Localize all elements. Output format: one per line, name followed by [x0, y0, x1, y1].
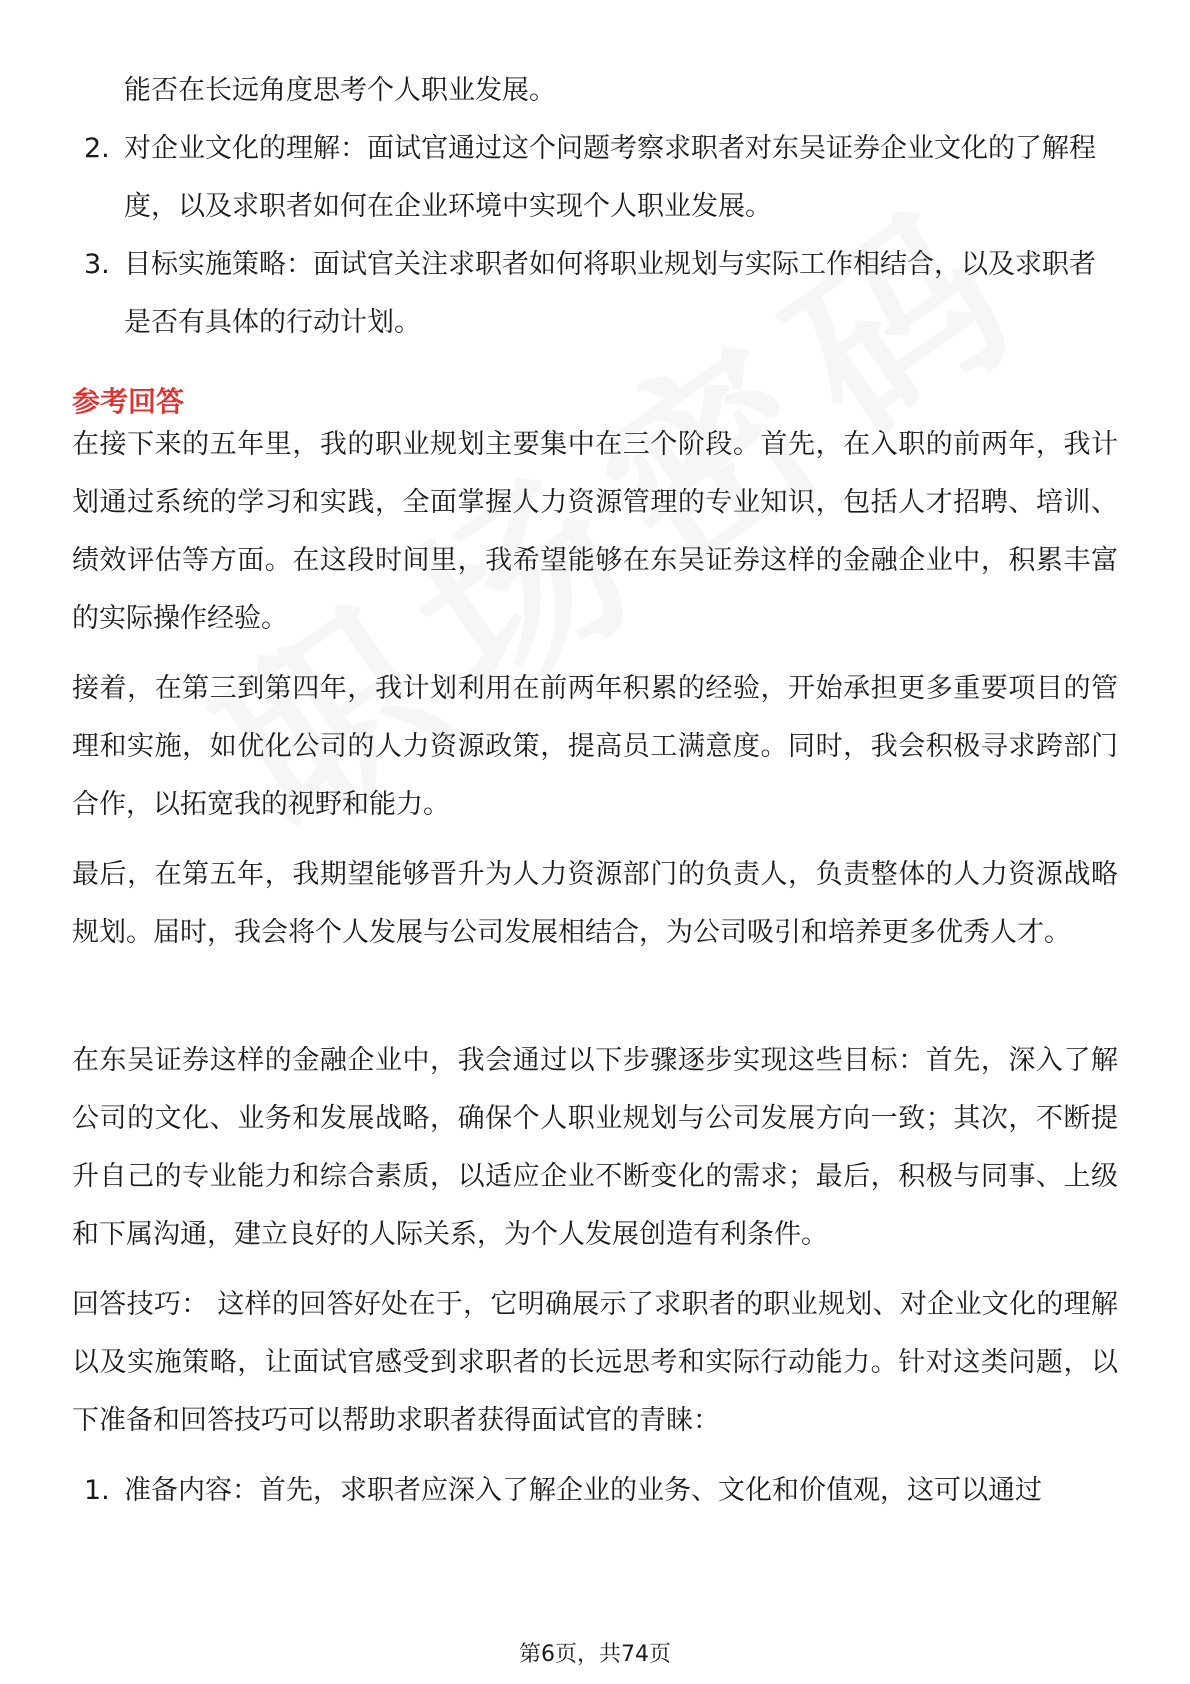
answer-paragraph: 最后，在第五年，我期望能够晋升为人力资源部门的负责人，负责整体的人力资源战略规划。届时，我会将个人发展与公司发展相结合，为公司吸引和培养更多优秀人才。	[72, 859, 1118, 948]
list-item-number: 1.	[84, 1475, 110, 1506]
list-item-text: 目标实施策略：面试官关注求职者如何将职业规划与实际工作相结合，以及求职者是否有具体的行动计划。	[124, 249, 1096, 338]
list-item	[84, 1462, 1114, 1520]
answer-paragraph: 在接下来的五年里，我的职业规划主要集中在三个阶段。首先，在入职的前两年，我计划通过系统的学习和实践，全面掌握人力资源管理的专业知识，包括人才招聘、培训、绩效评估等方面。在这段时间里，我希望能够在东吴证券这样的金融企业中，积累丰富的实际操作经验。	[72, 429, 1118, 634]
list-item-text: 准备内容：首先，求职者应深入了解企业的业务、文化和价值观，这可以通过	[124, 1475, 1042, 1506]
list-item-continuation: 能否在长远角度思考个人职业发展。	[124, 75, 556, 106]
list-item-text: 对企业文化的理解：面试官通过这个问题考察求职者对东吴证券企业文化的了解程度，以及求职者如何在企业环境中实现个人职业发展。	[124, 133, 1096, 222]
list-item-number: 2.	[84, 133, 110, 164]
list-item	[84, 236, 1114, 352]
list-item	[84, 120, 1114, 236]
answer-paragraph: 在东吴证券这样的金融企业中，我会通过以下步骤逐步实现这些目标：首先，深入了解公司的文化、业务和发展战略，确保个人职业规划与公司发展方向一致；其次，不断提升自己的专业能力和综合素质，以适应企业不断变化的需求；最后，积极与同事、上级和下属沟通，建立良好的人际关系，为个人发展创造有利条件。	[72, 1045, 1118, 1250]
list-item-number: 3.	[84, 249, 110, 280]
section-heading: 参考回答	[72, 385, 185, 418]
page-footer: 第6页，共74页	[519, 1642, 671, 1667]
tips-paragraph: 回答技巧： 这样的回答好处在于，它明确展示了求职者的职业规划、对企业文化的理解以及实施策略，让面试官感受到求职者的长远思考和实际行动能力。针对这类问题，以下准备和回答技巧可以帮助求职者获得面试官的青睐：	[72, 1289, 1118, 1436]
answer-paragraph: 接着，在第三到第四年，我计划利用在前两年积累的经验，开始承担更多重要项目的管理和实施，如优化公司的人力资源政策，提高员工满意度。同时，我会积极寻求跨部门合作，以拓宽我的视野和能力。	[72, 673, 1118, 820]
